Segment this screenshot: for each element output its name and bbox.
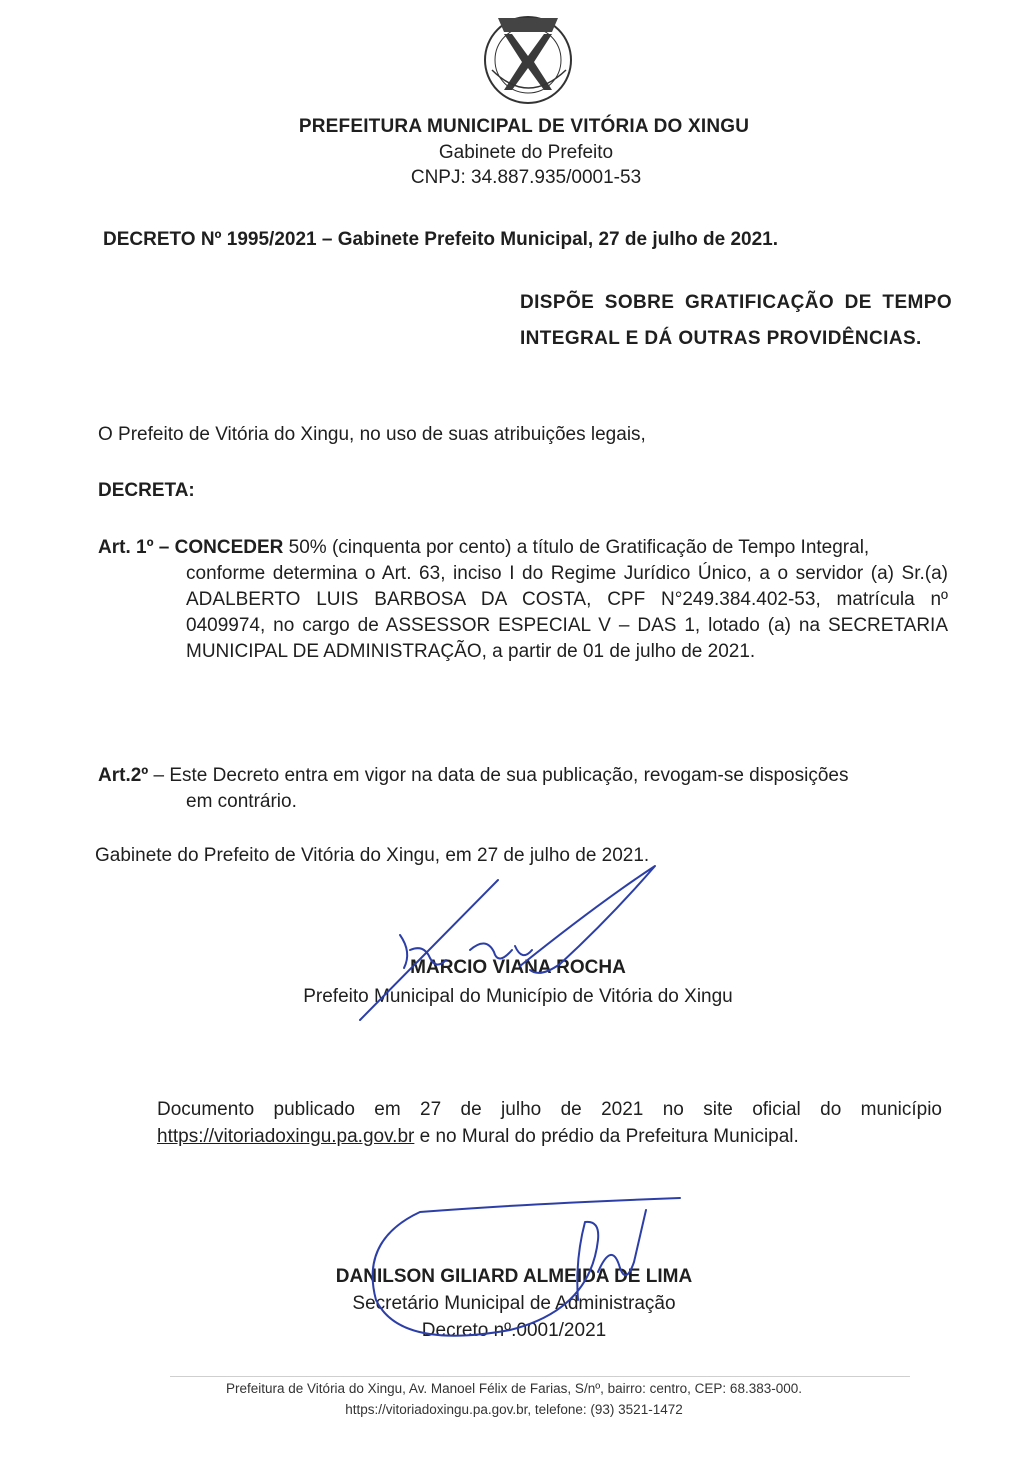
signatory-2-decree: Decreto nº.0001/2021: [421, 1320, 607, 1341]
signatory-2-name: DANILSON GILIARD ALMEIDA DE LIMA: [335, 1266, 693, 1287]
municipal-website-link[interactable]: https://vitoriadoxingu.pa.gov.br: [157, 1126, 415, 1147]
footer-divider: [170, 1376, 910, 1377]
signatory-1-name: MARCIO VIANA ROCHA: [410, 957, 626, 978]
article-2-text: em contrário.: [186, 791, 297, 812]
decree-title: DECRETO Nº 1995/2021 – Gabinete Prefeito Municipal, 27 de julho de 2021.: [103, 229, 778, 250]
decreta-heading: DECRETA:: [98, 480, 195, 501]
decree-ementa: DISPÕE SOBRE GRATIFICAÇÃO DE TEMPO INTEGRAL E DÁ OUTRAS PROVIDÊNCIAS.: [520, 292, 952, 349]
footer-address: Prefeitura de Vitória do Xingu, Av. Manoel Félix de Farias, S/nº, bairro: centro, CEP: 68.383-000.: [226, 1381, 802, 1396]
signatory-2-role: Secretário Municipal de Administração: [352, 1293, 676, 1314]
footer-contact: https://vitoriadoxingu.pa.gov.br, telefone: (93) 3521-1472: [345, 1402, 683, 1417]
article-2-first-line: – Este Decreto entra em vigor na data de sua publicação, revogam-se disposições: [148, 765, 849, 786]
article-1-first-line: 50% (cinquenta por cento) a título de Gratificação de Tempo Integral,: [283, 537, 870, 558]
intro-paragraph: O Prefeito de Vitória do Xingu, no uso de suas atribuições legais,: [98, 424, 646, 445]
article-1-label: Art. 1º – CONCEDER: [98, 537, 284, 558]
header-office: Gabinete do Prefeito: [438, 142, 614, 163]
article-1: [98, 535, 948, 665]
article-2: [98, 763, 948, 815]
article-2-label: Art.2º: [98, 765, 149, 786]
signatory-1-role: Prefeito Municipal do Município de Vitória do Xingu: [303, 986, 733, 1007]
publication-note: [157, 1096, 942, 1150]
header-title: PREFEITURA MUNICIPAL DE VITÓRIA DO XINGU: [298, 116, 750, 137]
municipal-seal-emblem: [478, 10, 578, 108]
publication-text-before: Documento publicado em 27 de julho de 2021 no site oficial do município: [157, 1099, 942, 1120]
article-1-text: conforme determina o Art. 63, inciso I do Regime Jurídico Único, a o servidor (a) Sr.(a) ADALBERTO LUIS BARBOSA DA COSTA, CPF N°249.384.402-53, matrícula nº 0409974, no cargo de ASSESSOR ESPECIAL V – DAS 1, lotado (a) na SECRETARIA MUNICIPAL DE ADMINISTRAÇÃO, a partir de 01 de julho de 2021.: [186, 563, 948, 662]
closing-line: Gabinete do Prefeito de Vitória do Xingu, em 27 de julho de 2021.: [95, 845, 650, 866]
publication-text-after: e no Mural do prédio da Prefeitura Municipal.: [414, 1126, 799, 1147]
header-cnpj: CNPJ: 34.887.935/0001-53: [410, 167, 642, 188]
